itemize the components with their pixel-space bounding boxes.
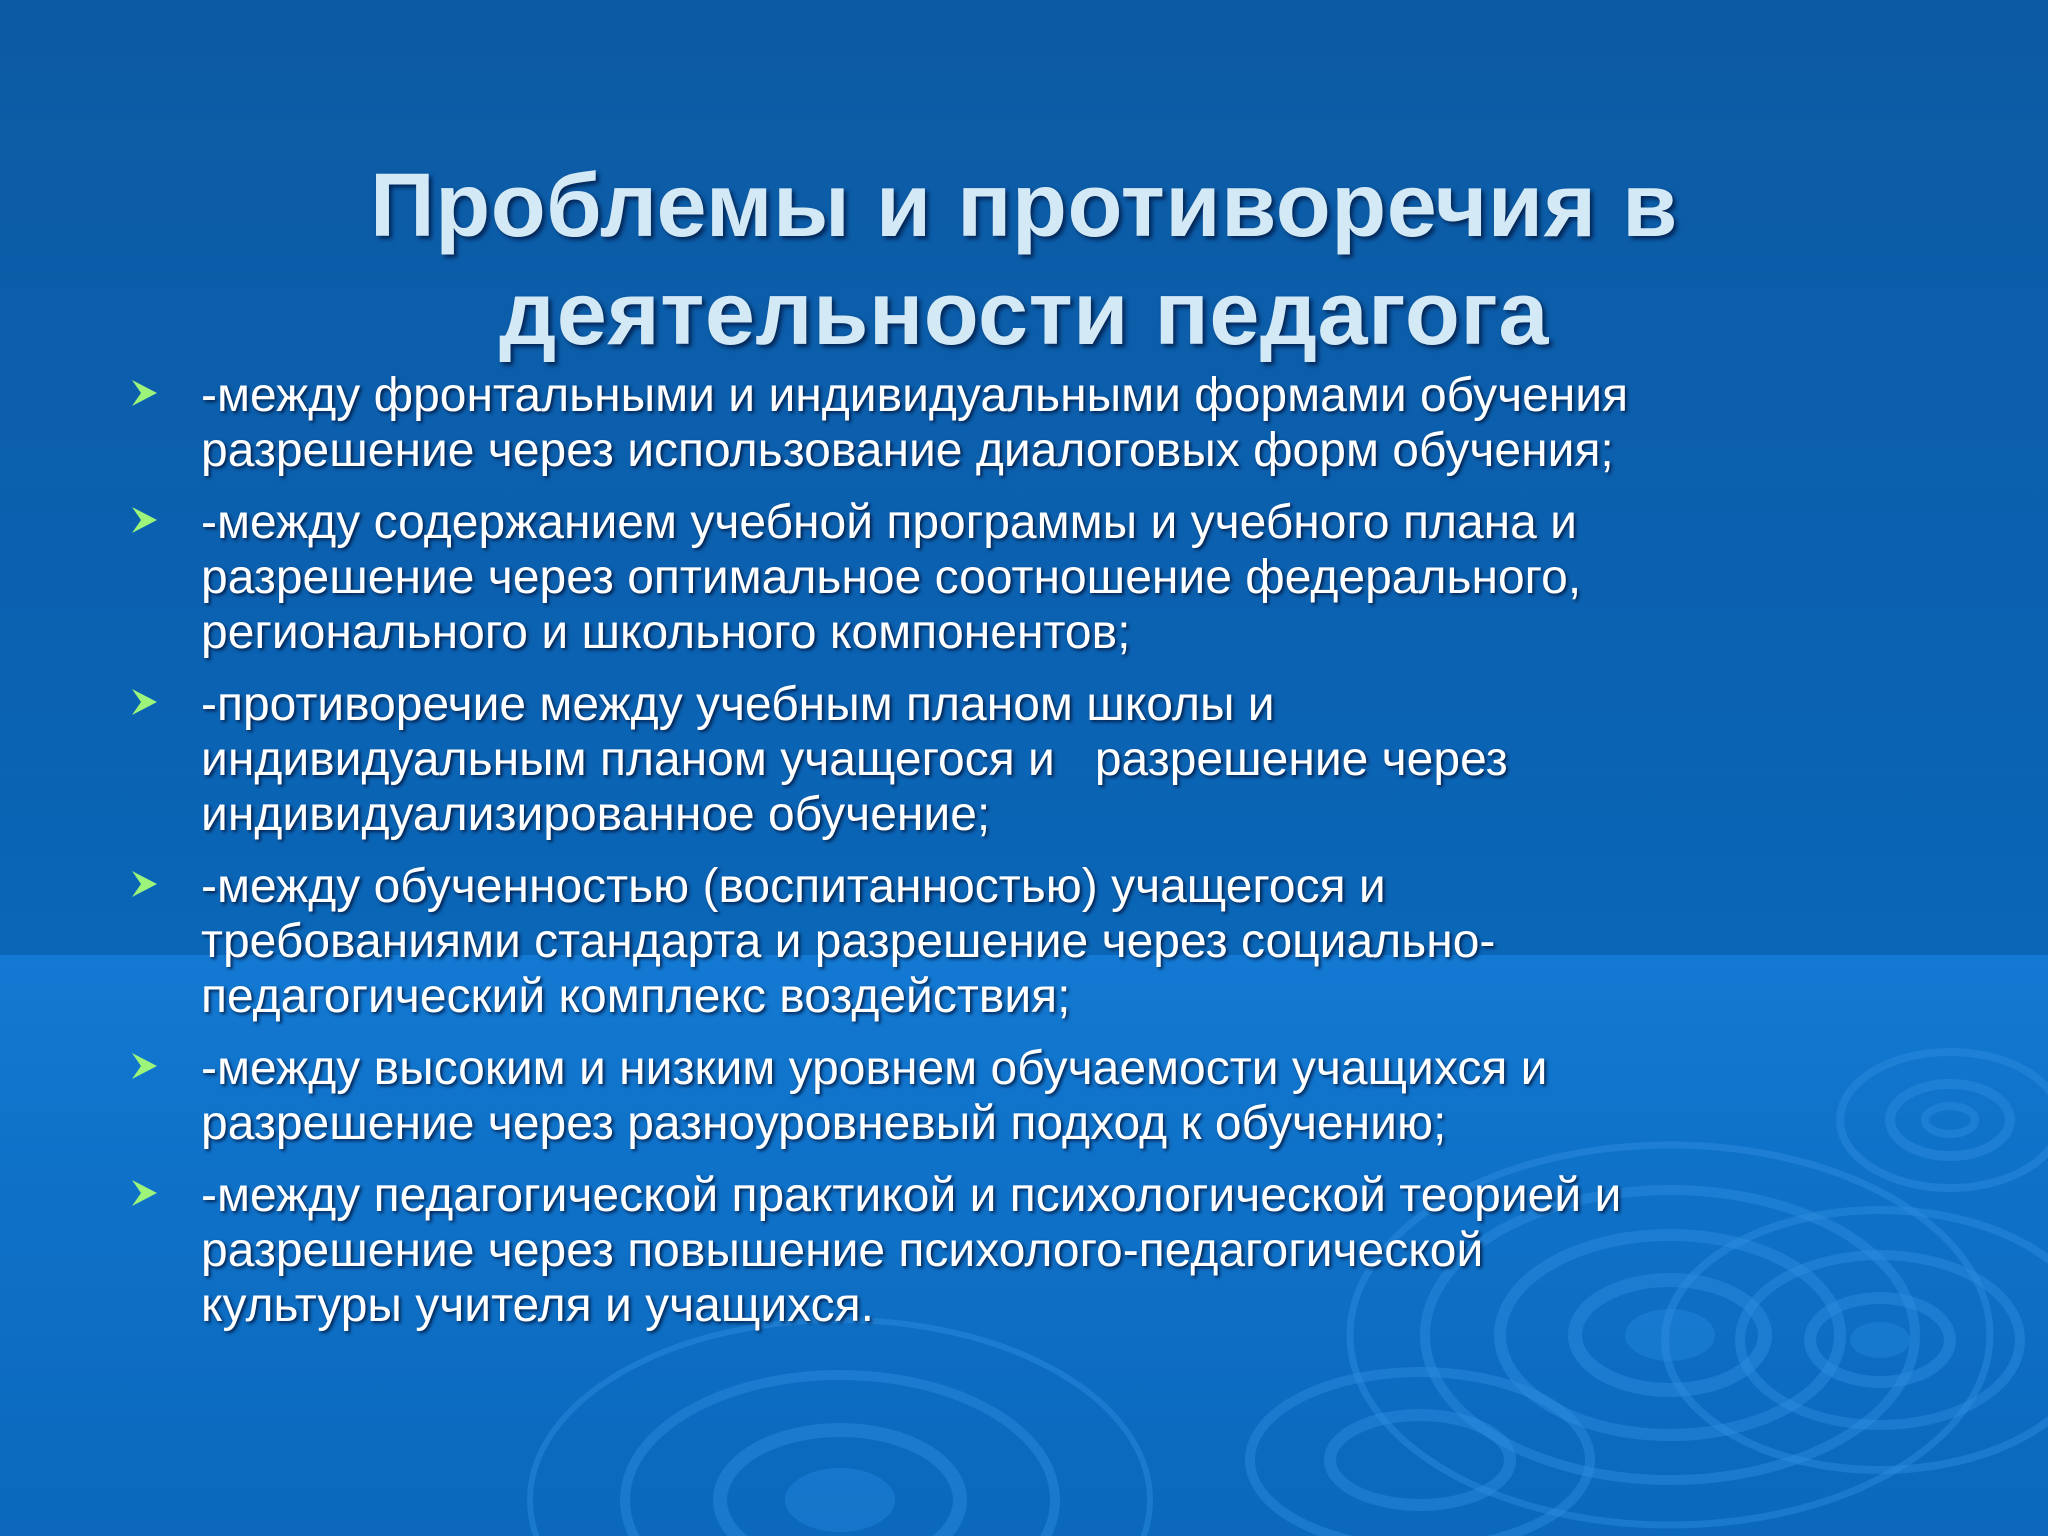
bullet-item-5: [128, 1041, 1908, 1151]
chevron-arrow-bullet-icon: [128, 1177, 160, 1209]
bullet-3-line-1: -противоречие между учебным планом школы и: [201, 678, 1275, 731]
slide-title: [224, 152, 1824, 368]
bullet-5-line-1: -между высоким и низким уровнем обучаемости учащихся и: [201, 1042, 1548, 1095]
chevron-arrow-bullet-icon: [128, 377, 160, 409]
bullet-item-4: [128, 859, 1908, 1024]
chevron-arrow-bullet-icon: [128, 686, 160, 718]
bullet-2-line-1: -между содержанием учебной программы и учебного плана и: [201, 496, 1577, 549]
bullet-6-line-2: разрешение через повышение психолого-педагогической: [201, 1224, 1484, 1277]
bullet-item-2: [128, 495, 1908, 660]
bullet-3-line-2: индивидуальным планом учащегося и разрешение через: [201, 733, 1508, 786]
bullet-2-line-3: регионального и школьного компонентов;: [201, 606, 1131, 659]
bullet-item-3: [128, 677, 1908, 842]
title-line-1: Проблемы и противоречия в: [370, 156, 1678, 257]
bullet-3-line-3: индивидуализированное обучение;: [201, 788, 991, 841]
bullet-6-line-1: -между педагогической практикой и психологической теорией и: [201, 1169, 1622, 1222]
bullet-5-line-2: разрешение через разноуровневый подход к обучению;: [201, 1097, 1447, 1150]
bullet-1-line-2: разрешение через использование диалоговых форм обучения;: [201, 424, 1614, 477]
bullet-4-line-1: -между обученностью (воспитанностью) учащегося и: [201, 860, 1386, 913]
title-line-2: деятельности педагога: [499, 264, 1549, 365]
bullet-item-1: [128, 368, 1908, 478]
chevron-arrow-bullet-icon: [128, 1050, 160, 1082]
chevron-arrow-bullet-icon: [128, 504, 160, 536]
bullet-6-line-3: культуры учителя и учащихся.: [201, 1279, 874, 1332]
bullet-1-line-1: -между фронтальными и индивидуальными формами обучения: [201, 369, 1629, 422]
bullet-item-6: [128, 1168, 1908, 1333]
bullet-4-line-3: педагогический комплекс воздействия;: [201, 970, 1071, 1023]
chevron-arrow-bullet-icon: [128, 868, 160, 900]
bullet-4-line-2: требованиями стандарта и разрешение через социально-: [201, 915, 1496, 968]
bullet-list: [128, 368, 1908, 1350]
bullet-2-line-2: разрешение через оптимальное соотношение федерального,: [201, 551, 1582, 604]
